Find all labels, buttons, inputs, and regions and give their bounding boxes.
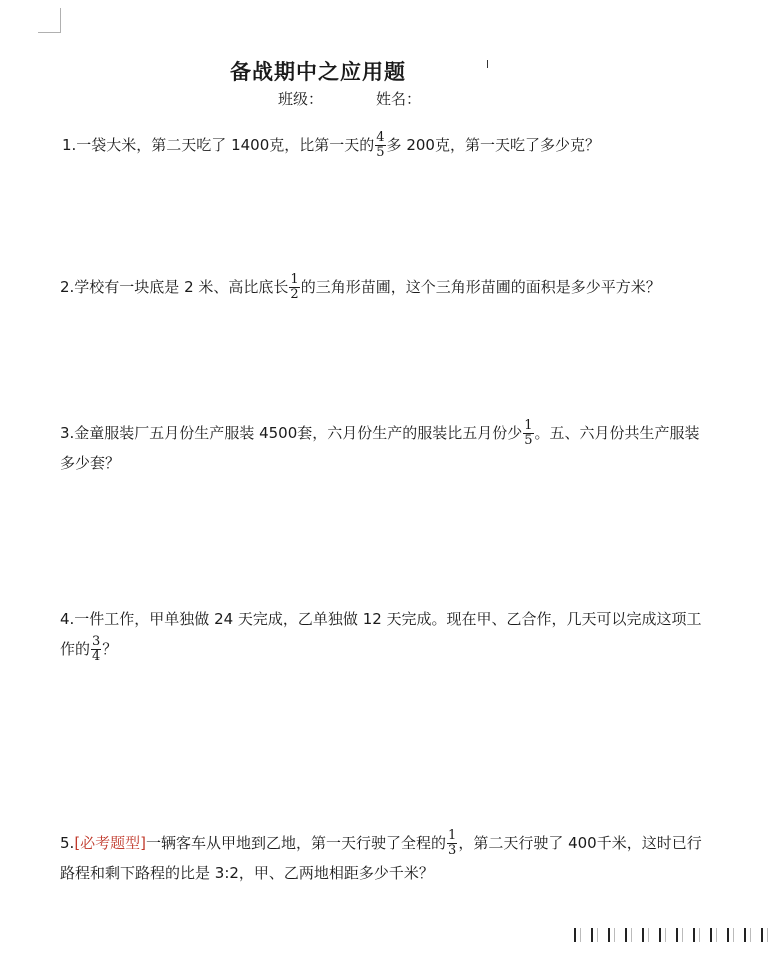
question-4-text-a: 作的: [60, 640, 91, 658]
question-1-text-b: 多 200克，第一天吃了多少克？: [386, 136, 600, 154]
page-corner-mark: [38, 8, 61, 33]
page-indicator-tick: [591, 928, 598, 942]
question-3-line-1: [60, 418, 730, 448]
page-indicator-tick: [574, 928, 581, 942]
fraction-numerator: 3: [92, 634, 101, 649]
page-indicator-tick: [608, 928, 615, 942]
page-indicator-tick: [710, 928, 717, 942]
question-3-text-b: 。五、六月份共生产服装: [534, 424, 700, 442]
question-5-text-a: 一辆客车从甲地到乙地，第一天行驶了全程的: [146, 834, 447, 852]
question-5: [60, 828, 730, 888]
question-1-line-1: [62, 130, 732, 160]
question-2-line-1: [60, 272, 730, 302]
document-title: 备战期中之应用题: [230, 60, 406, 84]
must-test-tag: [必考题型]: [74, 834, 147, 852]
fraction-4-5: [375, 131, 385, 160]
class-label: 班级：: [278, 90, 324, 108]
fraction-denominator: 3: [448, 843, 457, 858]
question-3-text-a: 3.金童服装厂五月份生产服装 4500套，六月份生产的服装比五月份少: [60, 424, 523, 442]
question-5-line-1: [60, 828, 730, 858]
fraction-numerator: 1: [448, 828, 457, 843]
page-indicator-tick: [727, 928, 734, 942]
question-2-text-b: 的三角形苗圃，这个三角形苗圃的面积是多少平方米？: [300, 278, 661, 296]
fraction-1-5: [523, 419, 533, 448]
question-5-text-b: ，第二天行驶了 400千米，这时已行: [458, 834, 702, 852]
page-indicator-tick: [761, 928, 768, 942]
question-3-line-2: 多少套？: [60, 454, 121, 472]
question-4-line-2: [60, 634, 730, 664]
question-5-prefix: 5.: [60, 834, 75, 852]
page-indicator: [574, 928, 768, 942]
page-indicator-tick: [676, 928, 683, 942]
fraction-denominator: 2: [290, 287, 299, 302]
page-indicator-tick: [659, 928, 666, 942]
fraction-numerator: 1: [524, 418, 533, 433]
page-indicator-tick: [744, 928, 751, 942]
fraction-1-3: [447, 829, 457, 858]
question-4-text-b: ？: [102, 640, 118, 658]
question-3: [60, 418, 730, 478]
fraction-numerator: 4: [376, 130, 385, 145]
page-indicator-tick: [625, 928, 632, 942]
fraction-3-4: [91, 635, 101, 664]
question-1-text-a: 1.一袋大米，第二天吃了 1400克，比第一天的: [62, 136, 375, 154]
title-mark: [487, 60, 488, 68]
page-indicator-tick: [642, 928, 649, 942]
page-indicator-tick: [693, 928, 700, 942]
question-1: [62, 130, 732, 160]
fraction-1-2: [289, 273, 299, 302]
question-5-line-2: 路程和剩下路程的比是 3:2，甲、乙两地相距多少千米？: [60, 864, 434, 882]
question-4-line-1: 4.一件工作，甲单独做 24 天完成，乙单独做 12 天完成。现在甲、乙合作，几天可以完成这项工: [60, 610, 702, 628]
question-4: [60, 604, 730, 664]
question-2-text-a: 2.学校有一块底是 2 米、高比底长: [60, 278, 289, 296]
name-label: 姓名：: [376, 90, 422, 108]
fraction-denominator: 4: [92, 649, 101, 664]
fraction-numerator: 1: [290, 272, 299, 287]
question-2: [60, 272, 730, 302]
fraction-denominator: 5: [524, 433, 533, 448]
fraction-denominator: 5: [376, 145, 385, 160]
